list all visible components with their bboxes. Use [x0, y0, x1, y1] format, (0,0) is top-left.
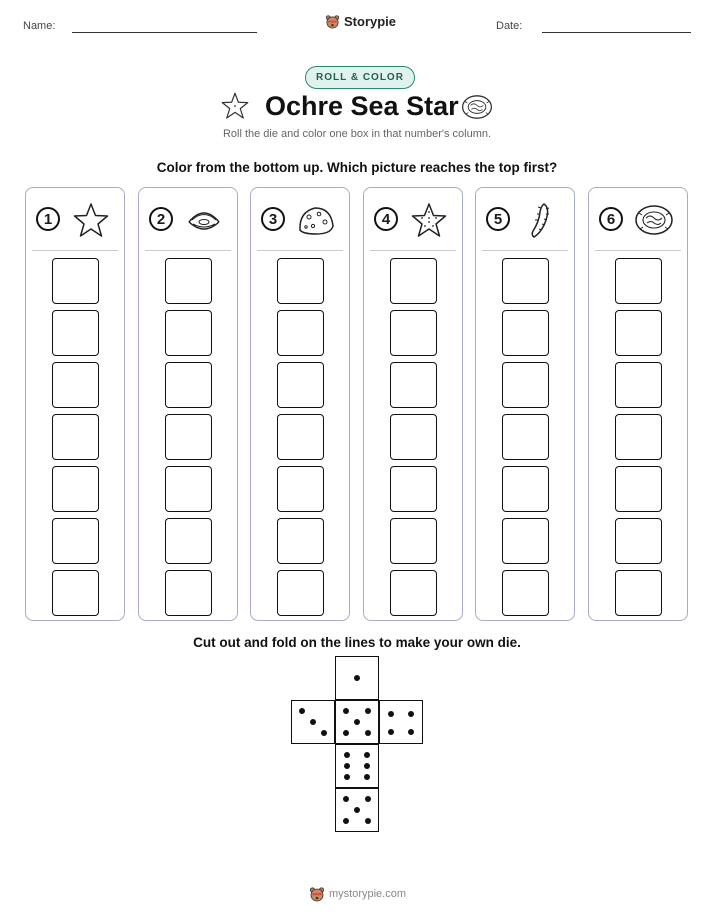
- color-box[interactable]: [52, 466, 99, 512]
- color-box[interactable]: [52, 258, 99, 304]
- color-box[interactable]: [52, 570, 99, 616]
- color-box[interactable]: [277, 414, 324, 460]
- color-box[interactable]: [390, 310, 437, 356]
- color-box[interactable]: [165, 414, 212, 460]
- color-box[interactable]: [277, 570, 324, 616]
- color-box[interactable]: [390, 362, 437, 408]
- column-number: 5: [486, 207, 510, 231]
- color-box[interactable]: [502, 518, 549, 564]
- color-box[interactable]: [390, 414, 437, 460]
- column-divider: [482, 250, 568, 251]
- column-2: [138, 187, 238, 621]
- color-box[interactable]: [52, 518, 99, 564]
- pip: [343, 796, 349, 802]
- color-box[interactable]: [165, 570, 212, 616]
- color-box[interactable]: [390, 258, 437, 304]
- pip: [408, 729, 414, 735]
- column-divider: [370, 250, 456, 251]
- die-face-5: [335, 700, 379, 744]
- color-box[interactable]: [615, 466, 662, 512]
- color-box[interactable]: [277, 310, 324, 356]
- color-box[interactable]: [165, 310, 212, 356]
- column-1: [25, 187, 125, 621]
- roll-color-badge: ROLL & COLOR: [305, 66, 415, 89]
- color-box[interactable]: [52, 362, 99, 408]
- pip: [408, 711, 414, 717]
- color-box[interactable]: [502, 570, 549, 616]
- pip: [343, 708, 349, 714]
- pip: [354, 675, 360, 681]
- die-face-1: [335, 656, 379, 700]
- color-box[interactable]: [502, 466, 549, 512]
- column-3: [250, 187, 350, 621]
- column-number: 2: [149, 207, 173, 231]
- color-box[interactable]: [165, 362, 212, 408]
- rock-nest-icon: [633, 200, 675, 240]
- color-box[interactable]: [615, 258, 662, 304]
- color-box[interactable]: [502, 310, 549, 356]
- column-number: 4: [374, 207, 398, 231]
- column-4: [363, 187, 463, 621]
- pip: [365, 818, 371, 824]
- pip: [364, 763, 370, 769]
- color-box[interactable]: [615, 414, 662, 460]
- pip: [344, 752, 350, 758]
- color-box[interactable]: [165, 258, 212, 304]
- textured-starfish-icon: [408, 200, 450, 240]
- color-box[interactable]: [277, 362, 324, 408]
- column-6: [588, 187, 688, 621]
- pip: [365, 730, 371, 736]
- die-face-3: [291, 700, 335, 744]
- name-label: Name:: [23, 20, 56, 32]
- instruction: Color from the bottom up. Which picture reaches the top first?: [156, 160, 558, 175]
- pip: [310, 719, 316, 725]
- color-box[interactable]: [277, 466, 324, 512]
- pip: [364, 752, 370, 758]
- date-label: Date:: [496, 20, 523, 32]
- subtitle: Roll the die and color one box in that number's column.: [222, 128, 492, 140]
- color-box[interactable]: [390, 570, 437, 616]
- sea-cucumber-icon: [520, 200, 562, 240]
- pip: [388, 729, 394, 735]
- die-face-5-bottom: [335, 788, 379, 832]
- column-divider: [145, 250, 231, 251]
- sea-urchin-rock-icon: [295, 200, 337, 240]
- brand-logo: [325, 14, 396, 29]
- color-box[interactable]: [165, 518, 212, 564]
- column-number: 3: [261, 207, 285, 231]
- color-box[interactable]: [52, 414, 99, 460]
- color-box[interactable]: [615, 518, 662, 564]
- bear-icon: [309, 886, 325, 902]
- cut-instruction: Cut out and fold on the lines to make your own die.: [193, 635, 521, 650]
- color-box[interactable]: [502, 258, 549, 304]
- pip: [354, 719, 360, 725]
- clam-shell-icon: [183, 200, 225, 240]
- pip: [344, 774, 350, 780]
- page-title: Ochre Sea Star: [265, 91, 459, 121]
- pip: [365, 796, 371, 802]
- pip: [354, 807, 360, 813]
- column-number: 6: [599, 207, 623, 231]
- starfish-outline-icon: [70, 200, 112, 240]
- pip: [365, 708, 371, 714]
- pip: [364, 774, 370, 780]
- die-face-6: [335, 744, 379, 788]
- name-line[interactable]: [72, 32, 257, 33]
- color-box[interactable]: [277, 518, 324, 564]
- column-divider: [32, 250, 118, 251]
- date-line[interactable]: [542, 32, 691, 33]
- footer: [309, 886, 406, 902]
- pip: [343, 818, 349, 824]
- pip: [343, 730, 349, 736]
- pip: [388, 711, 394, 717]
- bear-icon: [325, 14, 340, 29]
- color-box[interactable]: [615, 362, 662, 408]
- color-box[interactable]: [390, 518, 437, 564]
- column-divider: [595, 250, 681, 251]
- column-5: [475, 187, 575, 621]
- die-face-4: [379, 700, 423, 744]
- footer-url[interactable]: mystorypie.com: [329, 888, 407, 900]
- column-number: 1: [36, 207, 60, 231]
- pip: [344, 763, 350, 769]
- color-box[interactable]: [165, 466, 212, 512]
- color-box[interactable]: [502, 414, 549, 460]
- rock-nest-icon: [461, 93, 493, 121]
- pip: [299, 708, 305, 714]
- color-box[interactable]: [52, 310, 99, 356]
- color-box[interactable]: [615, 570, 662, 616]
- pip: [321, 730, 327, 736]
- color-box[interactable]: [502, 362, 549, 408]
- color-box[interactable]: [390, 466, 437, 512]
- color-box[interactable]: [615, 310, 662, 356]
- starfish-outline-icon: [220, 91, 250, 121]
- brand-name: Storypie: [344, 14, 397, 29]
- color-box[interactable]: [277, 258, 324, 304]
- column-divider: [257, 250, 343, 251]
